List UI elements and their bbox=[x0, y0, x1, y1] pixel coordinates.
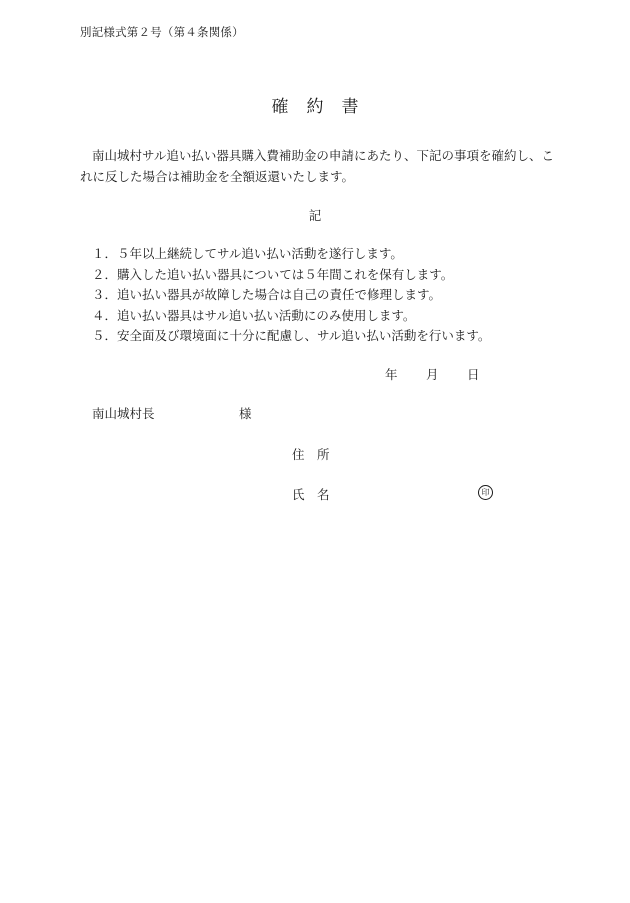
document-title bbox=[0, 92, 630, 117]
name-label: 氏 名 bbox=[292, 487, 330, 502]
date-month: 月 bbox=[426, 367, 439, 382]
title-char-3: 書 bbox=[341, 97, 359, 117]
list-item: ５．安全面及び環境面に十分に配慮し、サル追い払い活動を行います。 bbox=[92, 328, 491, 343]
seal-mark: 印 bbox=[478, 485, 493, 500]
date-line bbox=[385, 365, 480, 383]
list-item: ４．追い払い器具はサル追い払い活動にのみ使用します。 bbox=[92, 307, 416, 323]
addressee: 南山城村長 bbox=[92, 406, 155, 421]
body-paragraph: 南山城村サル追い払い器具購入費補助金の申請にあたり、下記の事項を確約し、これに反した場合は補助金を全額返還いたします。 bbox=[80, 148, 554, 184]
title-char-2: 約 bbox=[306, 97, 324, 117]
title-char-1: 確 bbox=[271, 97, 289, 117]
honorific: 様 bbox=[239, 406, 252, 421]
commitment-list bbox=[92, 244, 490, 347]
ki-heading: 記 bbox=[308, 208, 322, 223]
list-item: ２．購入した追い払い器具については５年間これを保有します。 bbox=[92, 266, 454, 282]
list-item: ３．追い払い器具が故障した場合は自己の責任で修理します。 bbox=[92, 287, 442, 302]
form-number: 別記様式第２号（第４条関係） bbox=[80, 25, 244, 39]
address-label: 住 所 bbox=[292, 447, 330, 462]
date-year: 年 bbox=[385, 367, 398, 382]
date-day: 日 bbox=[467, 367, 480, 382]
list-item: １．５年以上継続してサル追い払い活動を遂行します。 bbox=[92, 246, 403, 261]
